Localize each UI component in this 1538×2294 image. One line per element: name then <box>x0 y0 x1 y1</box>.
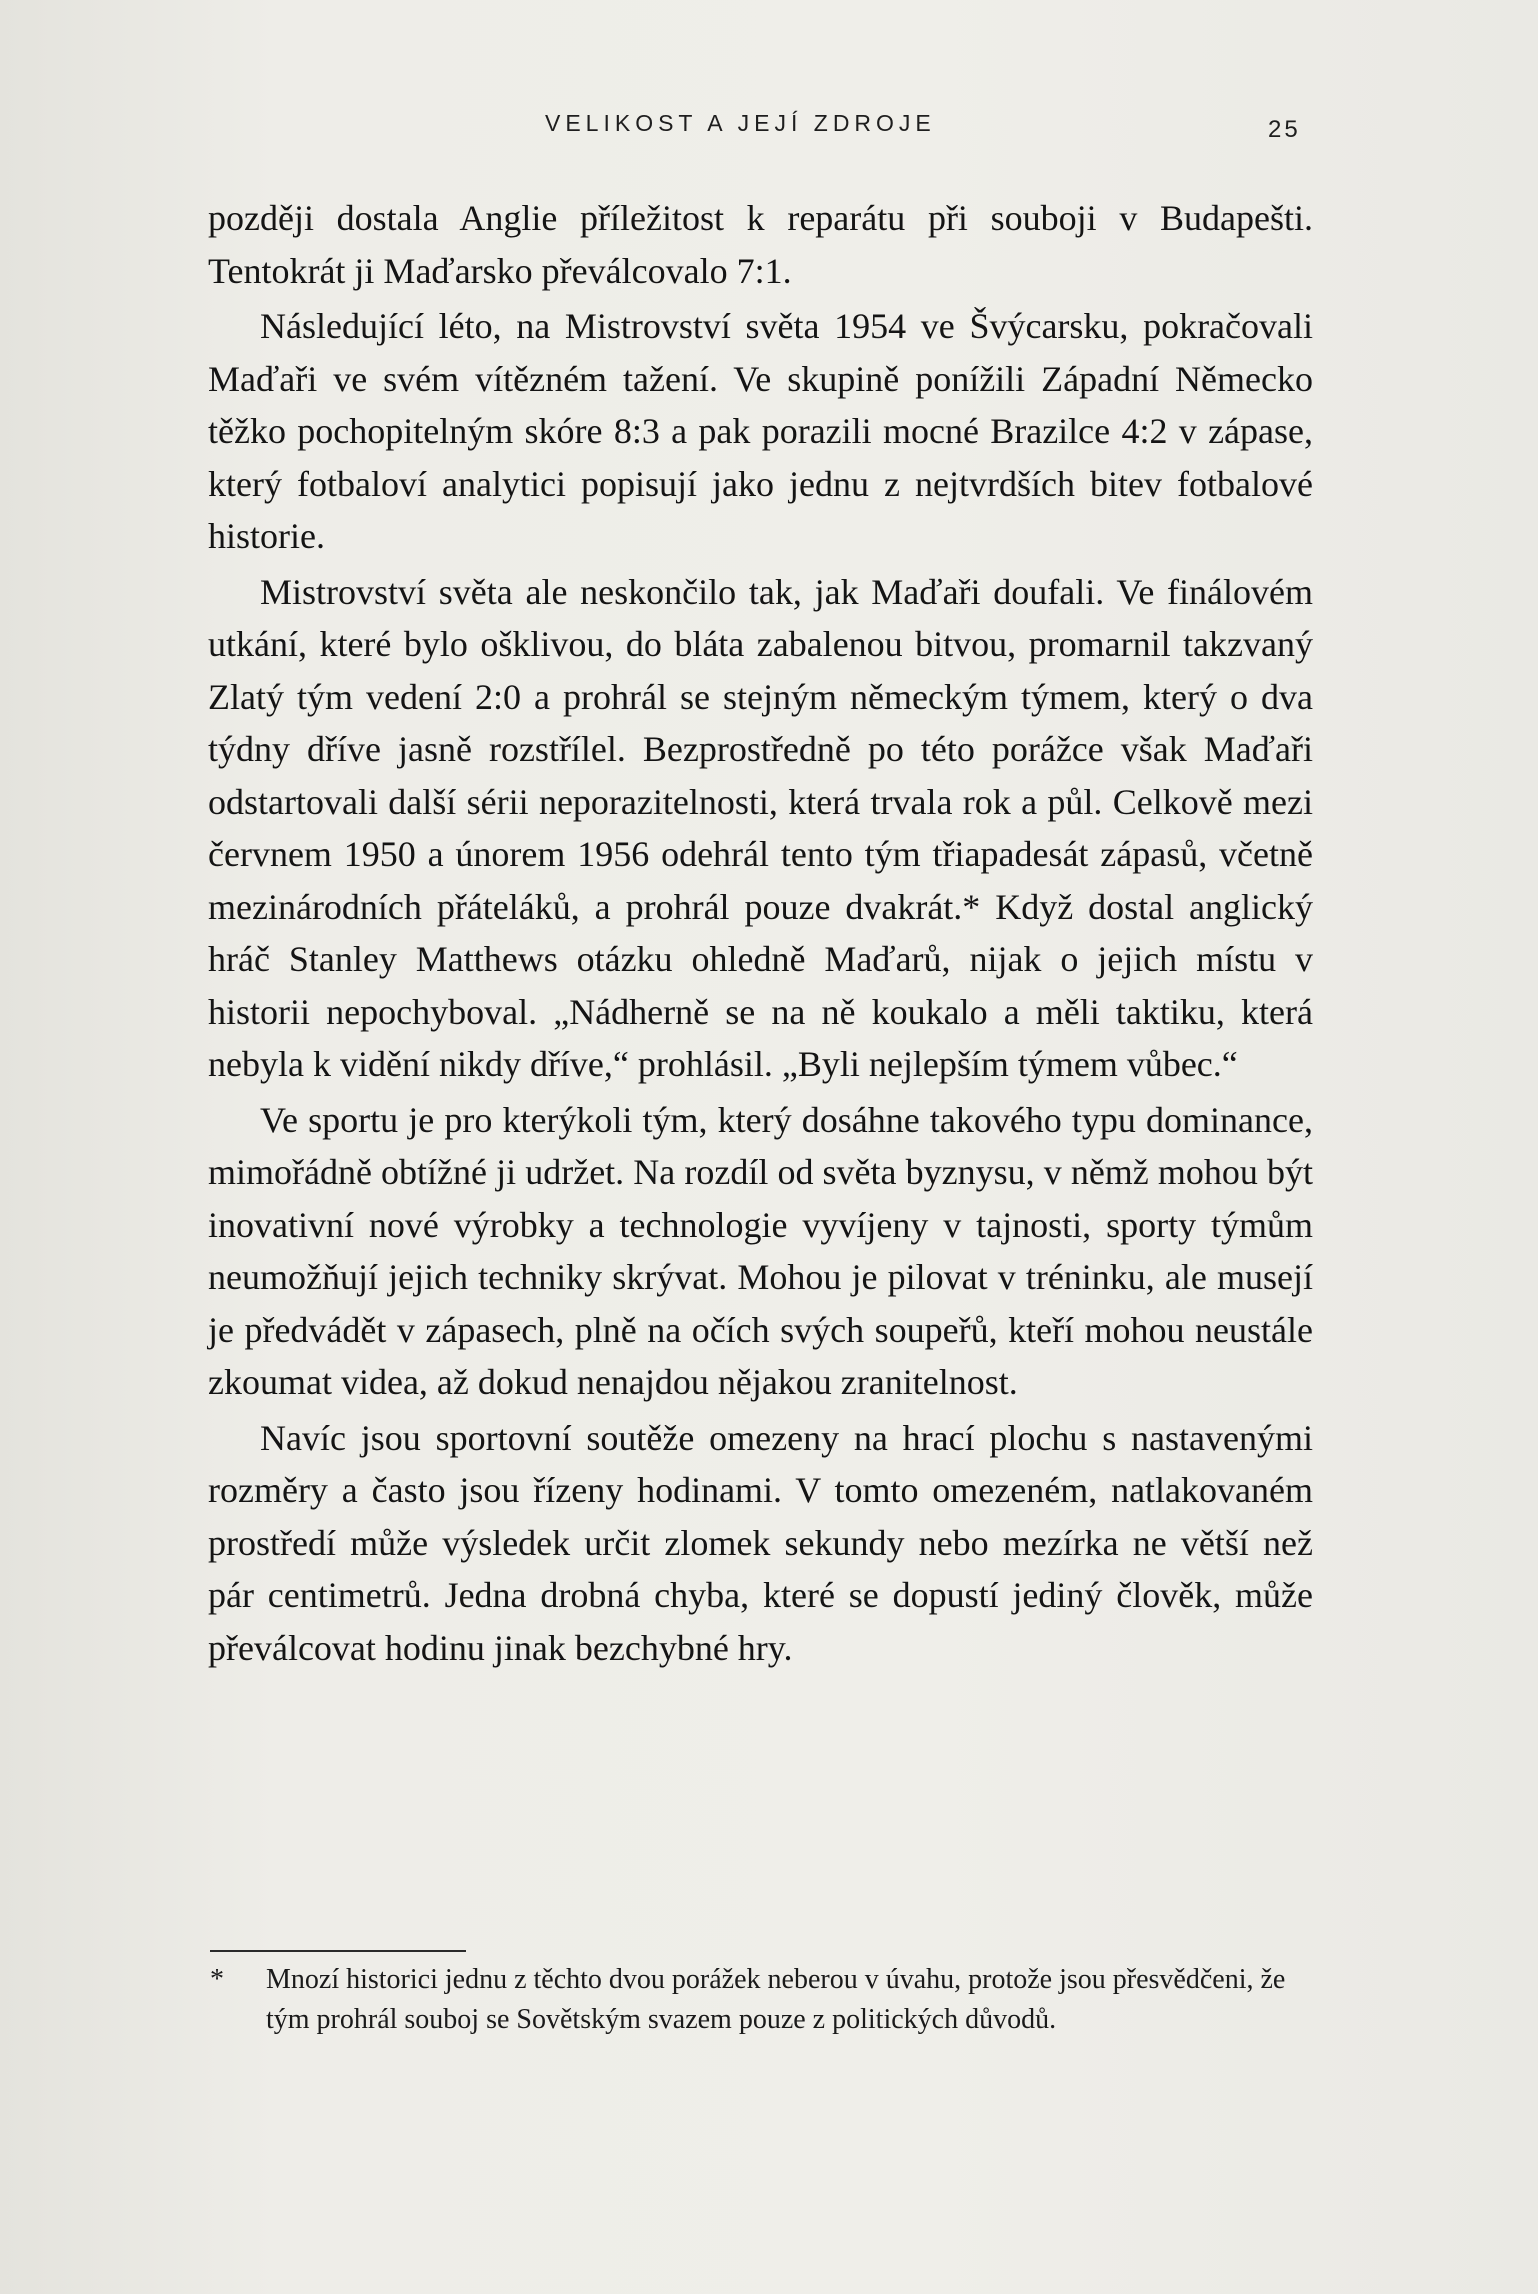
footnote-marker: * <box>210 1964 224 1995</box>
paragraph-5: Navíc jsou sportovní soutěže omezeny na hrací plochu s nastavenými rozměry a často jsou řízeny hodinami. V tomto omezeném, natlakovaném prostředí může výsledek určit zlomek sekundy nebo mezírka ne větší než pár centimetrů. Jedna drobná chyba, které se dopustí jediný člověk, může převálcovat hodinu jinak bezchybné hry. <box>208 1417 1313 1668</box>
body-text <box>208 192 1313 1674</box>
paragraph-4: Ve sportu je pro kterýkoli tým, který dosáhne takového typu dominance, mimořádně obtížné ji udržet. Na rozdíl od světa byznysu, v němž mohou být inovativní nové výrobky a technologie vyvíjeny v tajnosti, sporty týmům neumožňují jejich techniky skrývat. Mohou je pilovat v tréninku, ale musejí je předvádět v zápasech, plně na očích svých soupeřů, kteří mohou neustále zkoumat videa, až dokud nenajdou nějakou zranitelnost. <box>208 1099 1313 1402</box>
running-head-title: VELIKOST A JEJÍ ZDROJE <box>545 110 936 136</box>
page-number: 25 <box>1268 116 1301 143</box>
paragraph-2: Následující léto, na Mistrovství světa 1954 ve Švýcarsku, pokračovali Maďaři ve svém vítězném tažení. Ve skupině ponížili Západní Německo těžko pochopitelným skóre 8:3 a pak porazili mocné Brazilce 4:2 v zápase, který fotbaloví analytici popisují jako jednu z nejtvrdších bitev fotbalové historie. <box>208 306 1313 556</box>
paragraph-1: později dostala Anglie příležitost k reparátu při souboji v Budapešti. Tentokrát ji Maďarsko převálcovalo 7:1. <box>208 198 1313 291</box>
footnote <box>210 1960 1305 2040</box>
footnote-text: Mnozí historici jednu z těchto dvou porážek neberou v úvahu, protože jsou přesvědčeni, že tým prohrál souboj se Sovětským svazem pouze z politických důvodů. <box>266 1964 1286 2035</box>
paragraph-3: Mistrovství světa ale neskončilo tak, jak Maďaři doufali. Ve finálovém utkání, které bylo ošklivou, do bláta zabalenou bitvou, promarnil takzvaný Zlatý tým vedení 2:0 a prohrál se stejným německým týmem, který o dva týdny dříve jasně rozstřílel. Bezprostředně po této porážce však Maďaři odstartovali další sérii neporazitelnosti, která trvala rok a půl. Celkově mezi červnem 1950 a únorem 1956 odehrál tento tým třiapadesát zápasů, včetně mezinárodních přáteláků, a prohrál pouze dvakrát.* Když dostal anglický hráč Stanley Matthews otázku ohledně Maďarů, nijak o jejich místu v historii nepochyboval. „Nádherně se na ně koukalo a měli taktiku, která nebyla k vidění nikdy dříve,“ prohlásil. „Byli nejlepším týmem vůbec.“ <box>208 571 1313 1084</box>
running-head <box>0 110 1538 150</box>
footnote-divider <box>210 1950 466 1952</box>
